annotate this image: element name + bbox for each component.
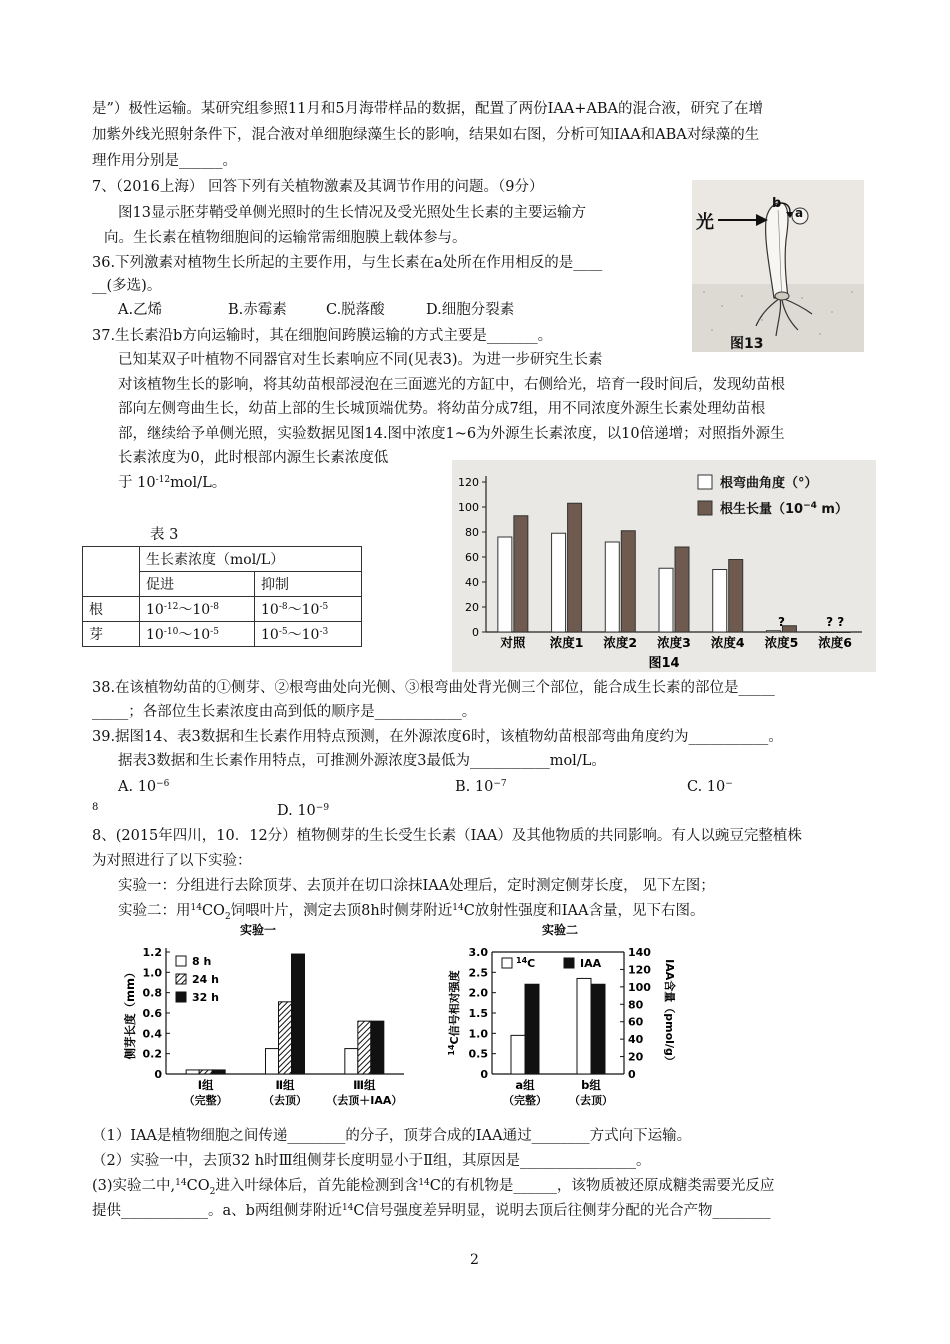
text-line: 为对照进行了以下实验： [92,853,252,869]
y-axis-label: 侧芽长度（mm） [123,966,137,1060]
sub-question-2: （2）实验一中，去顶32 h时Ⅲ组侧芽长度明显小于Ⅱ组，其原因是________________。 [92,1153,651,1169]
bar-root-growth [675,547,689,632]
y-tick-label: 1.0 [142,966,162,980]
y-tick-label: 80 [465,526,479,539]
question-36: 36.下列激素对植物生长所起的主要作用，与生长素在a处所在作用相反的是____ [92,255,603,271]
bar-white [345,1049,358,1074]
y-tick-label: 0.8 [142,986,162,1000]
x-tick-label: 浓度4 [710,635,745,650]
text-line: 8 [92,802,99,813]
text-line: 于 $10^{-12}mol/L$。 [118,475,227,491]
legend-label-iaa: IAA [580,957,602,970]
option-d: D. $10^{-9}$ [277,803,330,819]
y-tick-label: 0.6 [142,1007,162,1020]
table-cell-organ: 根 [83,597,140,622]
y-tick-label-left: 2.5 [468,966,488,980]
legend-swatch-growth [698,501,712,515]
bar-white [266,1049,279,1074]
legend-swatch-angle [698,475,712,489]
legend-label-14c [516,956,535,970]
legend-swatch [176,956,186,966]
experiment-1-chart [118,922,408,1118]
table-cell: $10^{-12}\sim 10^{-8}$ [140,597,255,622]
table-3-caption: 表 3 [150,527,179,543]
y-axis-label-text: C信号相对强度 [448,970,461,1045]
y-tick-label: 60 [465,551,479,564]
bar-iaa [525,984,539,1074]
table-row [83,597,362,622]
y-tick-label: 20 [465,601,479,614]
x-tick-sublabel: （去顶） [569,1094,613,1107]
legend-text: C [527,957,536,970]
x-tick-label: 对照 [500,635,526,650]
unknown-mark: ? [777,615,785,629]
text-line: 长素浓度为0，此时根部内源生长素浓度低 [118,450,389,466]
option-d: D.细胞分裂素 [426,302,515,318]
table-cell-organ: 芽 [83,622,140,647]
question-8-heading: 8、(2015年四川，10．12分）植物侧芽的生长受生长素（IAA）及其他物质的共同影响。有人以豌豆完整植株 [92,828,802,844]
text-line: _____；各部位生长素浓度由高到低的顺序是____________。 [92,704,477,720]
bar-white [186,1070,199,1074]
y-tick-label-left: 3.0 [468,946,488,959]
y-tick-label-right: 0 [628,1068,636,1081]
y-tick-label: 100 [458,501,479,514]
y-tick-label-right: 120 [628,963,651,977]
bar-black [292,954,305,1074]
y-tick-label: 1.2 [142,946,162,959]
y-tick-label-right: 80 [628,998,644,1012]
y-tick-label: 0 [154,1068,162,1081]
y-axis-label-sup: 14 [447,1044,456,1056]
y-tick-label: 0 [472,626,479,639]
table-cell: $10^{-10}\sim 10^{-5}$ [140,622,255,647]
text-line: __(多选)。 [92,278,162,294]
option-a: A. $10^{-6}$ [118,779,170,795]
table-cell: $10^{-8}\sim 10^{-5}$ [255,597,362,622]
x-tick-label: b组 [581,1078,601,1092]
x-tick-label: 浓度6 [818,635,852,650]
question-39: 39.据图14、表3数据和生长素作用特点预测，在外源浓度6时，该植物幼苗根部弯曲角度约为___________。 [92,729,783,745]
legend-swatch-iaa [564,958,574,968]
bar-root-angle [605,542,619,632]
table-cell: $10^{-5}\sim 10^{-3}$ [255,622,362,647]
option-c: C. 10− [687,779,733,795]
experiment-2-figure [440,922,680,1118]
legend-label-angle: 根弯曲角度（°） [720,476,818,491]
option-b: B.赤霉素 [228,302,287,318]
x-tick-label: 浓度5 [764,635,799,650]
x-tick-label: Ⅲ组 [353,1078,376,1092]
light-label: 光 [696,212,714,233]
text-line: 加紫外线光照射条件下，混合液对单细胞绿藻生长的影响，结果如右图，分析可知IAA和ABA对绿藻的生 [92,127,760,143]
chart-title: 实验二 [541,923,579,937]
legend-label: 24 h [192,973,219,986]
y-tick-label: 0.2 [142,1047,162,1061]
question-38: 38.在该植物幼苗的①侧芽、②根弯曲处向光侧、③根弯曲处背光侧三个部位，能合成生长素的部位是_____ [92,680,775,696]
bar-root-angle [659,568,673,632]
figure-13-caption: 图13 [730,336,764,352]
y-axis-label-left [447,970,461,1055]
bar-root-growth [729,560,743,633]
bar-root-angle [766,631,780,632]
bar-14c [511,1035,525,1074]
y-tick-label-right: 60 [628,1015,644,1029]
label-a: a [795,206,804,220]
x-tick-sublabel: （完整） [183,1094,228,1107]
y-tick-label-left: 1.5 [468,1007,488,1020]
legend-label: 8 h [192,955,212,968]
sub-question-1: （1）IAA是植物细胞之间传递________的分子，顶芽合成的IAA通过________方式向下运输。 [92,1128,692,1144]
x-tick-label: 浓度2 [603,635,638,650]
y-tick-label-right: 40 [628,1033,644,1047]
bar-root-growth [621,531,635,632]
option-b: B. $10^{-7}$ [455,779,507,795]
legend-label: 32 h [192,991,219,1004]
bar-hatch [358,1021,371,1074]
x-tick-sublabel: （去顶＋IAA） [326,1094,403,1107]
table-3 [82,546,362,647]
legend-swatch-14c [502,958,512,968]
x-tick-label: 浓度3 [657,635,691,650]
bar-black [371,1021,384,1074]
y-tick-label-right: 20 [628,1050,644,1064]
y-tick-label: 0.4 [142,1027,162,1041]
text-line: 已知某双子叶植物不同器官对生长素响应不同(见表3)。为进一步研究生长素 [118,352,603,368]
table-header-promote: 促进 [140,572,255,597]
sub-question-3: (3)实验二中$,^{14}CO_2$进入叶绿体后，首先能检测到含$^{14}$C的有机物是______，该物质被还原成糖类需要光反应 [92,1178,775,1197]
experiment-1-figure [118,922,408,1118]
label-b: b [772,196,782,211]
legend-sup: 14 [516,956,528,965]
text-line: 对该植物生长的影响，将其幼苗根部浸泡在三面遮光的方缸中，右侧给光，培育一段时间后，发现幼苗根 [118,377,785,393]
y-tick-label-right: 140 [628,946,651,959]
text-line: 理作用分别是______。 [92,153,237,169]
x-tick-sublabel: （完整） [503,1094,547,1107]
question-7-heading: 7、（2016上海） 回答下列有关植物激素及其调节作用的问题。（9分） [92,179,544,195]
x-tick-sublabel: （去顶） [263,1094,307,1107]
legend-swatch [176,992,186,1002]
table-cell [83,547,140,597]
bar-root-angle [498,537,512,632]
bar-root-growth [514,516,528,632]
y-tick-label-left: 0 [480,1068,488,1081]
text-line: 部向左侧弯曲生长，幼苗上部的生长城顶端优势。将幼苗分成7组，用不同浓度外源生长素处理幼苗根 [118,401,766,417]
option-c: C.脱落酸 [326,302,385,318]
table-header: 生长素浓度（mol/L） [140,547,362,572]
x-tick-label: Ⅱ组 [275,1078,295,1092]
bar-hatch [279,1002,292,1074]
text-line: 实验一：分组进行去除顶芽、去顶并在切口涂抹IAA处理后，定时测定侧芽长度， 见下左图； [118,878,715,894]
figure-13 [692,180,864,352]
x-tick-label: a组 [515,1078,535,1092]
text-line: 图13显示胚芽鞘受单侧光照时的生长情况及受光照处生长素的主要运输方 [118,205,586,221]
y-tick-label: 40 [465,576,479,589]
bar-root-growth [568,503,582,632]
figure-14-caption: 图14 [648,656,680,671]
x-tick-label: 浓度1 [549,635,584,650]
x-tick-label: Ⅰ组 [197,1078,214,1092]
bar-root-angle [820,632,834,633]
page-number: 2 [470,1252,479,1268]
text-line: 部，继续给予单侧光照，实验数据见图14.图中浓度1~6为外源生长素浓度，以10倍递增；对照指外源生 [118,426,785,442]
unknown-mark: ? ? [826,615,845,629]
table-row [83,622,362,647]
bar-root-angle [552,533,566,632]
bar-iaa [591,984,605,1074]
table-header-inhibit: 抑制 [255,572,362,597]
experiment-2-chart [440,922,680,1118]
legend-label-growth: 根生长量（$10^{-4}$ m） [720,501,848,517]
bar-root-angle [713,570,727,633]
bar-black [212,1070,225,1074]
bar-hatch [199,1070,212,1074]
y-tick-label: 120 [458,476,479,489]
y-axis-label-right: IAA含量（pmol/g） [663,959,676,1067]
text-line: 向。生长素在植物细胞间的运输常需细胞膜上载体参与。 [104,230,467,246]
y-tick-label-left: 2.0 [468,986,488,1000]
y-tick-label-left: 0.5 [468,1047,488,1061]
figure-14-chart [452,460,876,672]
y-tick-label-right: 100 [628,980,651,994]
bar-root-growth [836,632,850,633]
option-a: A.乙烯 [118,302,163,318]
question-37: 37.生长素沿b方向运输时，其在细胞间跨膜运输的方式主要是_______。 [92,328,553,344]
y-tick-label-left: 1.0 [468,1027,488,1041]
bar-14c [577,978,591,1074]
figure-14 [452,460,876,672]
text-line: 据表3数据和生长素作用特点，可推测外源浓度3最低为___________mol/L。 [118,753,606,769]
text-line: 是”）极性运输。某研究组参照11月和5月海带样品的数据，配置了两份IAA+ABA的混合液，研究了在增 [92,101,764,117]
legend-swatch [176,974,186,984]
chart-title: 实验一 [239,923,277,937]
sub-question-3-cont: 提供____________。a、b两组侧芽附近$^{14}$C信号强度差异明显，说明去顶后往侧芽分配的光合产物________ [92,1203,771,1219]
text-line: 实验二：用$^{14}CO_2$饲喂叶片，测定去顶8h时侧芽附近$^{14}$C放射性强度和IAA含量，见下右图。 [118,903,705,922]
